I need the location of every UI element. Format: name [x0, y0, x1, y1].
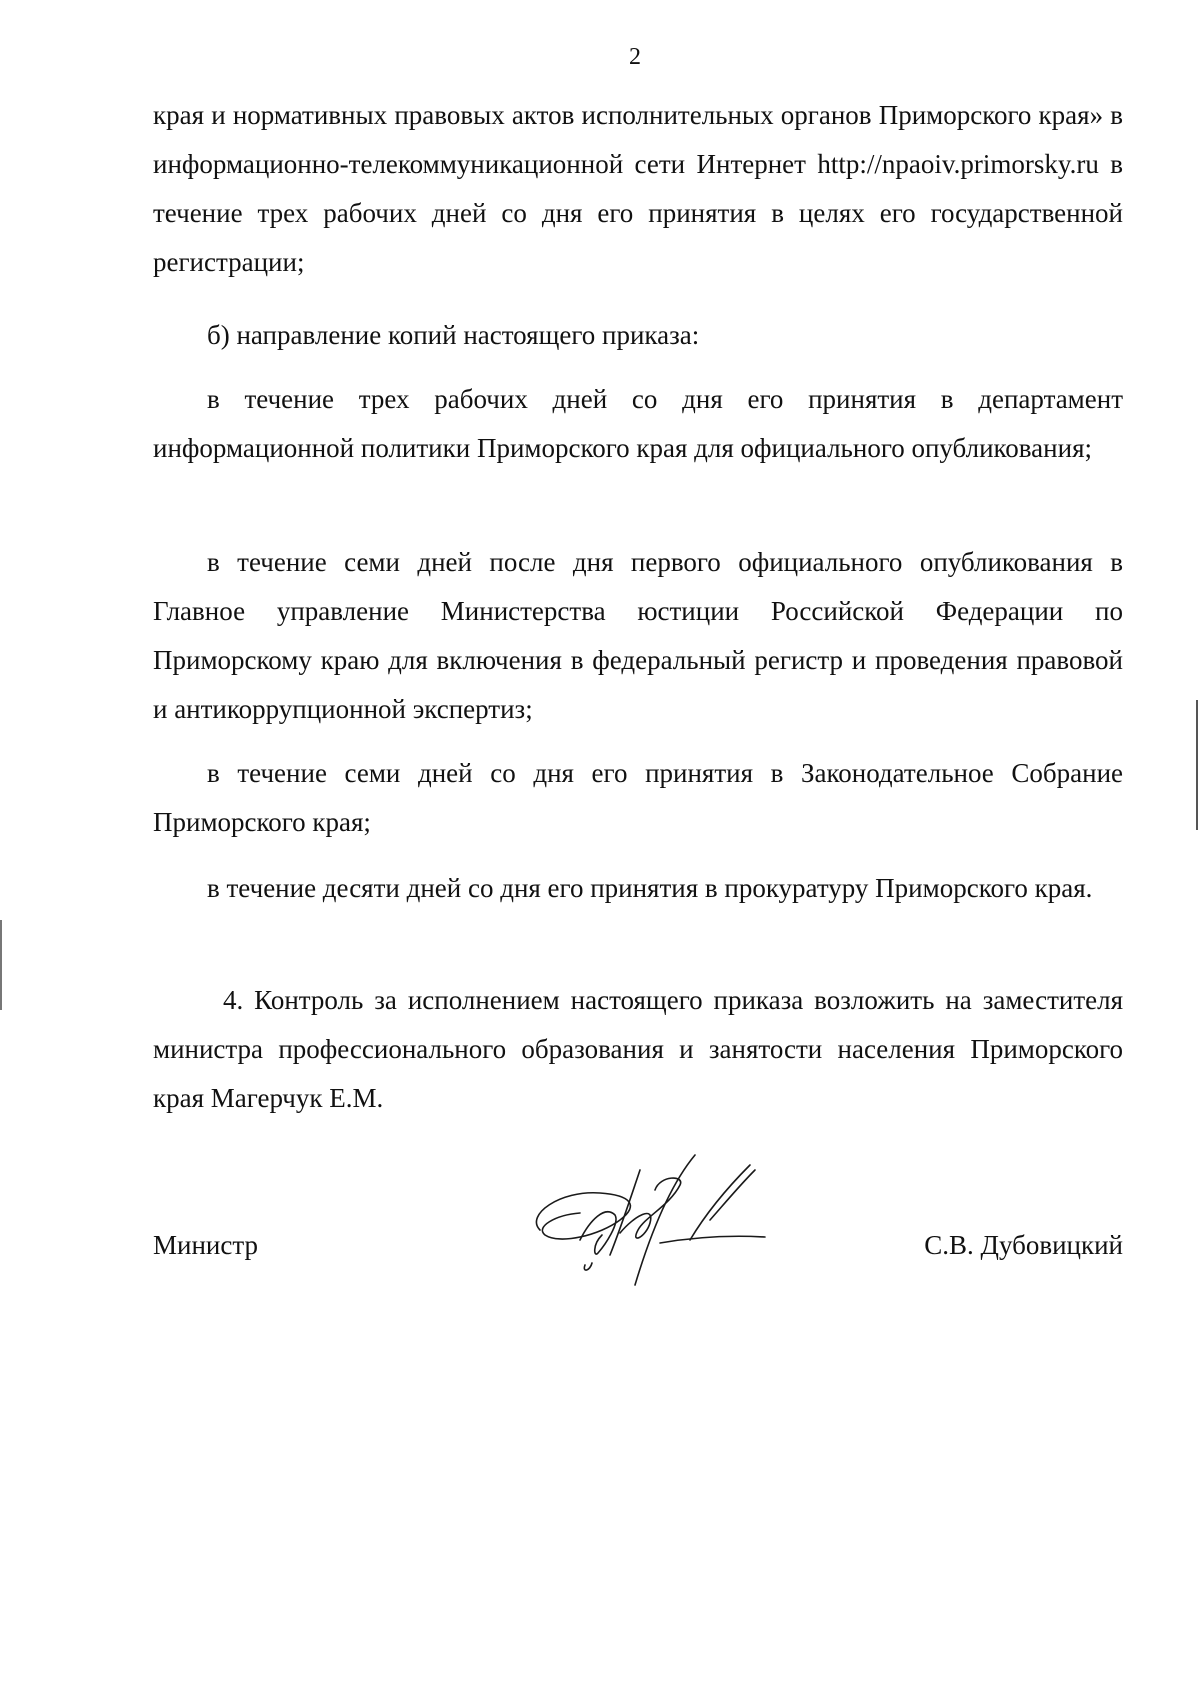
paragraph-control: 4. Контроль за исполнением настоящего приказа возложить на заместителя министра профессионального образования и занятости населения Приморского края Магерчук Е.М.	[153, 985, 1123, 1113]
paragraph-justice-ministry: в течение семи дней после дня первого официального опубликования в Главное управление Министерства юстиции Российской Федерации по Приморскому краю для включения в федеральный регистр и проведения правовой и антикоррупционной экспертиз;	[153, 547, 1123, 724]
scan-edge-mark	[1196, 700, 1198, 830]
paragraph-publication: в течение трех рабочих дней со дня его принятия в департамент информационной политики Приморского края для официального опубликования;	[153, 384, 1123, 463]
handwritten-signature	[520, 1145, 790, 1295]
page-number: 2	[629, 44, 641, 70]
signatory-title: Министр	[153, 1230, 258, 1260]
scan-edge-mark-left	[0, 920, 2, 1010]
signatory-name: С.В. Дубовицкий	[924, 1230, 1123, 1260]
paragraph-registration: края и нормативных правовых актов исполнительных органов Приморского края» в информационно-телекоммуникационной сети Интернет http://npaoiv.primorsky.ru в течение трех рабочих дней со дня его принятия в целях его государственной регистрации;	[153, 100, 1123, 277]
paragraph-prosecutor: в течение десяти дней со дня его принятия в прокуратуру Приморского края.	[207, 873, 1093, 903]
paragraph-copies-heading: б) направление копий настоящего приказа:	[207, 320, 700, 350]
paragraph-legislative-assembly: в течение семи дней со дня его принятия в Законодательное Собрание Приморского края;	[153, 758, 1123, 837]
